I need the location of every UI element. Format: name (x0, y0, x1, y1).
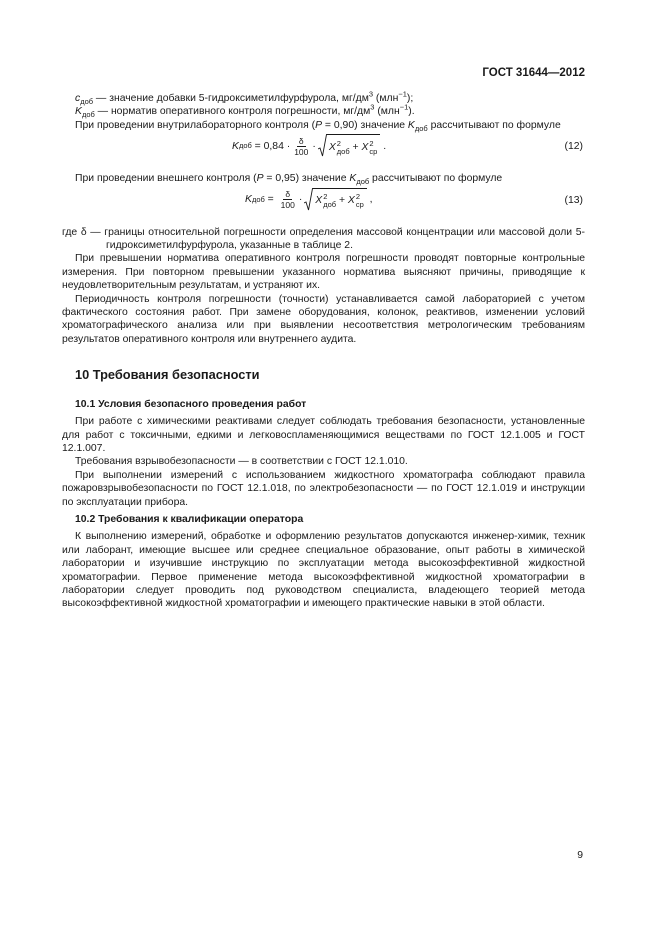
external-control-text: При проведении внешнего контроля (P = 0,95) значение $K_{доб}$ рассчитывают по формуле (75, 173, 503, 187)
page-content (62, 89, 585, 611)
document-code: ГОСТ 31644—2012 (482, 67, 585, 79)
paragraph-10-1-explosion: Требования взрывобезопасности — в соответствии с ГОСТ 12.1.010. (75, 456, 408, 468)
subsection-10-1-title: 10.1 Условия безопасного проведения работ (75, 398, 307, 410)
paragraph-10-1-chromatograph: При выполнении измерений с использованием жидкостного хроматографа соблюдают правила пожаровзрывобезопасности по ГОСТ 12.1.018, по электробезопасности — по ГОСТ 12.1.019 и инструкции по эксплуатации прибора. (62, 469, 585, 508)
paragraph-periodicity: Периодичность контроля погрешности (точности) устанавливается самой лабораторией с учетом фактического состояния работ. При замене оборудования, колонок, реактивов, изменении условий хроматографического анализа или при выявлении несоответствия метрологическим требованиям результатов оперативного контроля или внутреннего аудита. (62, 293, 585, 345)
subsection-10-2-title: 10.2 Требования к квалификации оператора (75, 513, 304, 525)
paragraph-10-1-reagents: При работе с химическими реактивами следует соблюдать требования безопасности, установленные для работ с токсичными, едкими и легковоспламеняющимися веществами по ГОСТ 12.1.005 и ГОСТ 12.1.007. (62, 416, 585, 454)
paragraph-exceed-norm: При превышении норматива оперативного контроля погрешности проводят повторные контрольные измерения. При повторном превышении указанного норматива выясняют причины, приводящие к неудовлетворительным результатам, и устраняют их. (62, 253, 585, 292)
legend-k-dob: $K_{доб}$ — норматив оперативного контроля погрешности, $мг/дм^3$ (млн$^{-1}$). (75, 102, 415, 120)
where-delta-explanation: где δ — границы относительной погрешности определения массовой концентрации или массовой доли 5-гидроксиметилфурфурола, указанные в таблице 2. (62, 226, 585, 252)
fraction-delta-100: $\frac{\delta}{100}$ (280, 189, 295, 211)
fraction-delta-100: $\frac{\delta}{100}$ (294, 135, 309, 157)
formula-number-13: (13) (564, 194, 583, 206)
page-number: 9 (577, 850, 583, 861)
section-10-title: 10 Требования безопасности (75, 367, 260, 383)
square-root: X 2 доб + X 2 ср (304, 188, 366, 212)
square-root: X 2 доб + X 2 ср (318, 134, 380, 158)
formula-number-12: (12) (564, 141, 583, 153)
formula-12: K доб = 0,84 · $\frac{\delta}{100}$ · X 2 доб + X 2 ср . (12) (232, 135, 583, 157)
paragraph-10-2-qualification: К выполнению измерений, обработке и оформлению результатов допускаются инженер-химик, техник или лаборант, имеющие высшее или среднее специальное образование, опыт работы в химической лаборатории и изучившие инструкцию по эксплуатации метода высокоэффективной жидкостной хроматографии. Первое применение метода высокоэффективной жидкостной хроматографии в лаборатории следует проводить под руководством специалиста, владеющего теорией метода высокоэффективной жидкостной хроматографии и имеющего практические навыки в этой области. (62, 531, 585, 610)
intra-lab-control-text: При проведении внутрилабораторного контроля (P = 0,90) значение $K_{доб}$ рассчитывают по формуле (75, 119, 561, 133)
formula-13: K доб = $\frac{\delta}{100}$ · X 2 доб + X 2 ср , (13) (245, 189, 583, 211)
legend-c-dob: $c_{доб}$ — значение добавки 5-гидроксиметилфурфурола, $мг/дм^3$ (млн$^{-1}$); (75, 89, 414, 107)
